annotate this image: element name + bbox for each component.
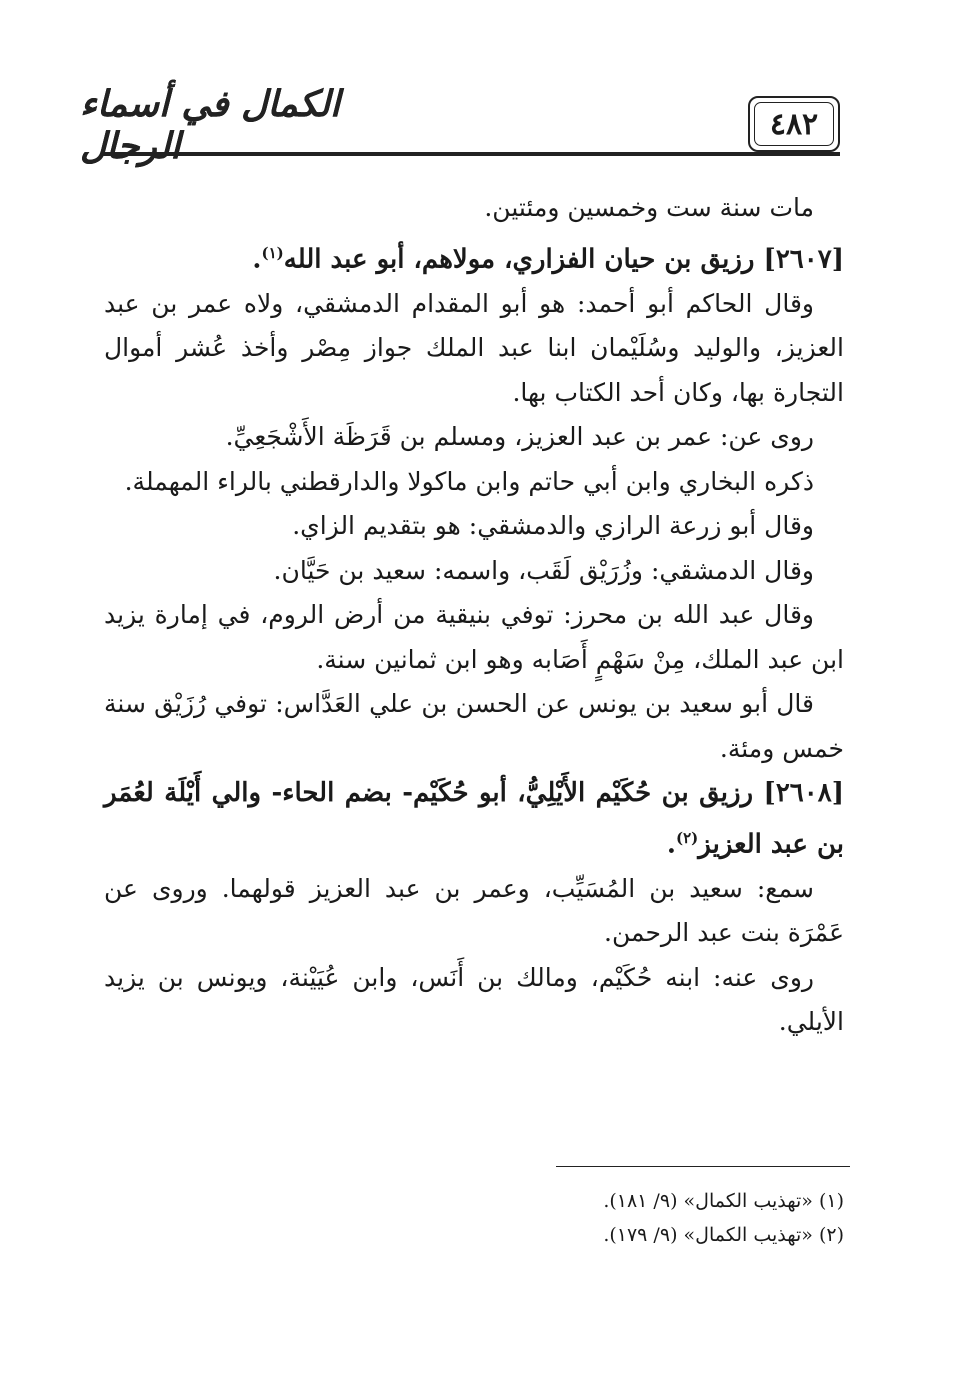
footnote-separator xyxy=(556,1166,850,1167)
paragraph-hakim: وقال الحاكم أبو أحمد: هو أبو المقدام الدمشقي، ولاه عمر بن عبد العزيز، والوليد وسُلَيْمان ابنا عبد الملك جواز مِصْر وأخذ عُشر أموال التجارة بها، وكان أحد الكتاب بها. xyxy=(104,288,844,407)
paragraph-mentioned-by: ذكره البخاري وابن أبي حاتم وابن ماكولا والدارقطني بالراء المهملة. xyxy=(124,466,814,496)
page-number: ٤٨٢ xyxy=(748,96,840,152)
paragraph-abu-zura: وقال أبو زرعة الرازي والدمشقي: هو بتقديم الزاي. xyxy=(292,511,814,541)
paragraph-heard-from: سمع: سعيد بن المُسَيِّب، وعمر بن عبد العزيز قولهما. وروى عن عَمْرَة بنت عبد الرحمن. xyxy=(104,873,844,948)
paragraph-death-year: مات سنة ست وخمسين ومئتين. xyxy=(484,193,814,222)
paragraph-narrated-from: روى عن: عمر بن عبد العزيز، ومسلم بن قَرَظَة الأَشْجَعِيِّ. xyxy=(225,422,814,452)
header-rule xyxy=(102,152,840,156)
footnote-2: (٢) «تهذيب الكمال» (٩/ ١٧٩). xyxy=(603,1224,844,1246)
main-text xyxy=(104,186,844,1045)
entry-heading-2607: [٢٦٠٧] رزيق بن حيان الفزاري، مولاهم، أبو عبد الله$^{(١)}$. xyxy=(252,243,844,275)
paragraph-dimashqi: وقال الدمشقي: وزُرَيْق لَقَب، واسمه: سعيد بن حَيَّان. xyxy=(273,555,814,585)
footnote-1: (١) «تهذيب الكمال» (٩/ ١٨١). xyxy=(603,1190,844,1212)
paragraph-ibn-yunus: قال أبو سعيد بن يونس عن الحسن بن علي العَدَّاس: توفي رُزَيْق سنة خمس ومئة. xyxy=(104,689,844,763)
entry-heading-2608: [٢٦٠٨] رزيق بن حُكَيْم الأَيْلِيُّ، أبو حُكَيْم- بضم الحاء- والي أَيْلَة لعُمَر بن عبد العزيز$^{(٢)}$. xyxy=(104,778,844,860)
paragraph-muhriz: وقال عبد الله بن محرز: توفي بنيقية من أرض الروم، في إمارة يزيد ابن عبد الملك، مِنْ سَهْمٍ أَصَابه وهو ابن ثمانين سنة. xyxy=(104,600,844,674)
paragraph-narrated-by: روى عنه: ابنه حُكَيْم، ومالك بن أَنَس، وابن عُيَيْنة، ويونس بن يزيد الأيلي. xyxy=(104,962,844,1037)
footnotes xyxy=(104,1184,844,1252)
footnote-ref-2: (٢) xyxy=(675,828,699,847)
footnote-ref-1: (١) xyxy=(261,243,284,262)
book-title-calligraphy: الكمال في أسماء الرجال xyxy=(80,83,340,167)
